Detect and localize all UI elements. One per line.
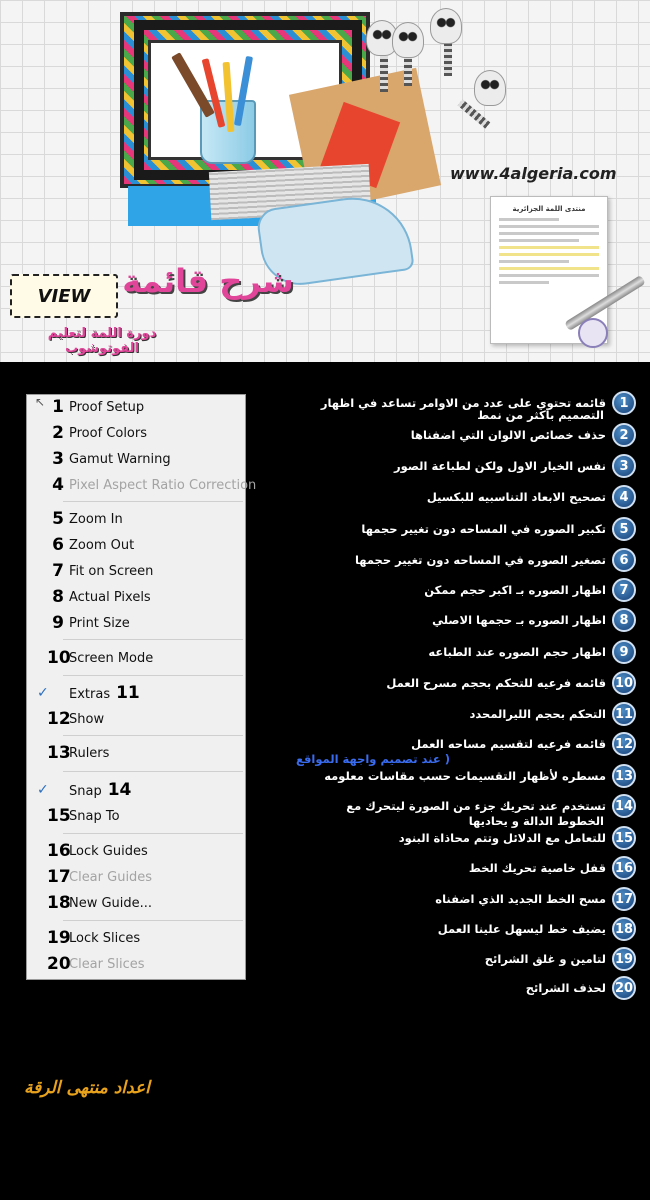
description-text: مسح الخط الجديد الذي اضفناه [435, 892, 606, 906]
menu-item-text: Snap [69, 784, 102, 799]
number-badge: 15 [612, 826, 636, 850]
menu-separator [63, 501, 243, 502]
menu-item-extras[interactable] [27, 681, 247, 705]
menu-item-number: 18 [47, 893, 71, 913]
number-badge: 16 [612, 856, 636, 880]
number-badge: 18 [612, 917, 636, 941]
menu-item-actual-pixels[interactable] [27, 585, 247, 609]
menu-item-clear-guides [27, 865, 247, 889]
menu-item-print-size[interactable] [27, 611, 247, 635]
menu-separator [63, 833, 243, 834]
menu-item-number: 16 [47, 841, 71, 861]
description-row [394, 453, 636, 479]
menu-item-number: 17 [47, 867, 71, 887]
menu-item-label: Screen Mode [69, 650, 154, 666]
menu-item-number: 11 [116, 683, 140, 703]
menu-item-snap-to[interactable] [27, 804, 247, 828]
menu-item-zoom-out[interactable] [27, 533, 247, 557]
number-badge: 13 [612, 764, 636, 788]
description-row [485, 946, 636, 972]
menu-item-number: 15 [47, 806, 71, 826]
seal-stamp-icon [578, 318, 608, 348]
document-line [499, 267, 599, 270]
description-row [526, 975, 636, 1001]
menu-item-label: Fit on Screen [69, 563, 154, 579]
menu-item-number: 20 [47, 954, 71, 974]
menu-item-label: Lock Slices [69, 930, 141, 946]
site-url: www.4algeria.com [450, 164, 617, 183]
number-badge: 5 [612, 517, 636, 541]
menu-item-proof-colors[interactable] [27, 421, 247, 445]
menu-item-label: Snap To [69, 808, 120, 824]
menu-item-label: New Guide... [69, 895, 153, 911]
header-banner [0, 0, 650, 362]
number-badge: 2 [612, 423, 636, 447]
description-row [411, 422, 636, 448]
menu-item-label: Zoom In [69, 511, 123, 527]
description-text: تكبير الصوره في المساحه دون تغيير حجمها [361, 522, 606, 536]
description-row [361, 516, 636, 542]
menu-item-clear-slices [27, 952, 247, 976]
menu-separator [63, 735, 243, 736]
document-line [499, 281, 549, 284]
menu-item-label: Gamut Warning [69, 451, 171, 467]
menu-item-label: Proof Setup [69, 399, 145, 415]
number-badge: 12 [612, 732, 636, 756]
menu-item-zoom-in[interactable] [27, 507, 247, 531]
number-badge: 20 [612, 976, 636, 1000]
document-line [499, 225, 599, 228]
menu-item-number: 2 [52, 423, 64, 443]
number-badge: 8 [612, 608, 636, 632]
description-row [435, 886, 636, 912]
number-badge: 9 [612, 640, 636, 664]
description-text-continued: الخطوط الدالة و يحاديها [468, 814, 604, 828]
description-text: قفل خاصية تحريك الخط [468, 861, 606, 875]
view-menu [26, 394, 257, 980]
description-row [428, 639, 636, 665]
number-badge: 10 [612, 671, 636, 695]
description-row [427, 484, 636, 510]
menu-item-label: Print Size [69, 615, 130, 631]
menu-item-number: 3 [52, 449, 64, 469]
menu-item-number: 5 [52, 509, 64, 529]
menu-item-label [69, 683, 140, 703]
menu-separator [63, 771, 243, 772]
menu-item-snap[interactable] [27, 778, 247, 802]
description-text: اظهار الصوره بـ حجمها الاصلي [432, 613, 606, 627]
menu-item-new-guide[interactable] [27, 891, 247, 915]
description-row [399, 825, 636, 851]
menu-item-label: Show [69, 711, 105, 727]
menu-item-number: 8 [52, 587, 64, 607]
spring-icon [444, 40, 452, 76]
menu-item-screen-mode[interactable] [27, 646, 247, 670]
description-text: التحكم بحجم الليرالمحدد [469, 707, 606, 721]
menu-item-pixel-aspect-ratio-correction [27, 473, 257, 497]
description-row [355, 547, 636, 573]
description-text: قائمه تحتوي على عدد من الاوامر تساعد في اظهار [320, 396, 606, 410]
menu-item-label: Clear Slices [69, 956, 145, 972]
description-text: لحذف الشرائح [525, 981, 606, 995]
menu-item-number: 4 [52, 475, 64, 495]
document-line [499, 246, 599, 249]
description-text-continued: التصميم باكثر من نمط [477, 408, 604, 422]
menu-item-lock-guides[interactable] [27, 839, 247, 863]
menu-item-proof-setup[interactable] [27, 395, 247, 419]
menu-item-number: 9 [52, 613, 64, 633]
menu-item-number: 7 [52, 561, 64, 581]
description-text: للتعامل مع الدلائل وتتم محاذاة البنود [398, 831, 606, 845]
menu-item-label: Rulers [69, 745, 110, 761]
document-line [499, 253, 599, 256]
description-row [438, 916, 636, 942]
menu-item-rulers[interactable] [27, 741, 247, 765]
description-text: لتامين و غلق الشرائح [484, 952, 606, 966]
description-text: تستخدم عند تحريك جزء من الصورة ليتحرك مع [346, 799, 606, 813]
number-badge: 3 [612, 454, 636, 478]
menu-separator [63, 675, 243, 676]
menu-item-number: 6 [52, 535, 64, 555]
number-badge: 17 [612, 887, 636, 911]
number-badge: 19 [612, 947, 636, 971]
number-badge: 14 [612, 794, 636, 818]
number-badge: 11 [612, 702, 636, 726]
menu-item-label: Clear Guides [69, 869, 153, 885]
menu-item-show[interactable] [27, 707, 247, 731]
document-line [499, 218, 559, 221]
banner-subtitle: دورة اللمة لتعليم الفوتوشوب [47, 326, 157, 356]
number-badge: 6 [612, 548, 636, 572]
skull-icon [474, 70, 506, 106]
menu-item-fit-on-screen[interactable] [27, 559, 247, 583]
menu-item-number: 14 [107, 780, 132, 800]
skull-icon [430, 8, 462, 44]
document-line [499, 232, 599, 235]
menu-item-number: 10 [47, 648, 71, 668]
banner-title: شرح قائمة [122, 262, 294, 300]
document-title: منتدى اللمة الجزائرية [512, 205, 586, 213]
description-row [386, 670, 636, 696]
menu-item-label: Actual Pixels [69, 589, 151, 605]
description-text: حذف خصائص الالوان التي اضفناها [410, 428, 606, 442]
description-text: يضيف خط ليسهل علينا العمل [437, 922, 606, 936]
menu-separator [63, 639, 243, 640]
description-text: اظهار الصوره بـ اكبر حجم ممكن [424, 583, 606, 597]
menu-item-number: 19 [47, 928, 71, 948]
author-credit: اعداد منتهى الرقة [24, 1078, 150, 1098]
description-text: نفس الخيار الاول ولكن لطباعة الصور [394, 459, 606, 473]
description-text: مسطره لأظهار التقسيمات حسب مقاسات معلومه [324, 769, 606, 783]
view-label: VIEW [10, 274, 118, 318]
menu-item-label [69, 780, 131, 800]
document-line [499, 274, 599, 277]
menu-item-label: Proof Colors [69, 425, 147, 441]
menu-item-number: 1 [52, 397, 64, 417]
number-badge: 7 [612, 578, 636, 602]
description-row [324, 763, 636, 789]
description-note: ( عند تصميم واجهة المواقع [296, 752, 450, 766]
check-icon: ✓ [37, 782, 49, 798]
menu-item-number: 12 [47, 709, 71, 729]
number-badge: 1 [612, 391, 636, 415]
menu-separator [63, 920, 243, 921]
cursor-icon: ↖ [35, 395, 46, 409]
description-text: قائمه فرعيه للتحكم بحجم مسرح العمل [386, 676, 606, 690]
document-line [499, 260, 569, 263]
description-text: اظهار حجم الصوره عند الطباعه [428, 645, 606, 659]
description-text: تصغير الصوره في المساحه دون تغيير حجمها [354, 553, 606, 567]
menu-item-text: Extras [69, 687, 111, 702]
skull-icon [392, 22, 424, 58]
number-badge: 4 [612, 485, 636, 509]
description-text: تصحيح الابعاد التناسبيه للبكسيل [426, 490, 606, 504]
description-row [424, 577, 636, 603]
description-text: قائمه فرعيه لتقسيم مساحه العمل [411, 737, 606, 751]
menu-item-gamut-warning[interactable] [27, 447, 247, 471]
menu-item-label: Pixel Aspect Ratio Correction [69, 477, 257, 493]
description-row [469, 855, 636, 881]
menu-item-label: Zoom Out [69, 537, 135, 553]
description-row [432, 607, 636, 633]
menu-item-label: Lock Guides [69, 843, 148, 859]
document-line [499, 239, 579, 242]
menu-item-number: 13 [47, 743, 71, 763]
spring-icon [380, 56, 388, 92]
check-icon: ✓ [37, 685, 49, 701]
description-row [470, 701, 636, 727]
menu-item-lock-slices[interactable] [27, 926, 247, 950]
